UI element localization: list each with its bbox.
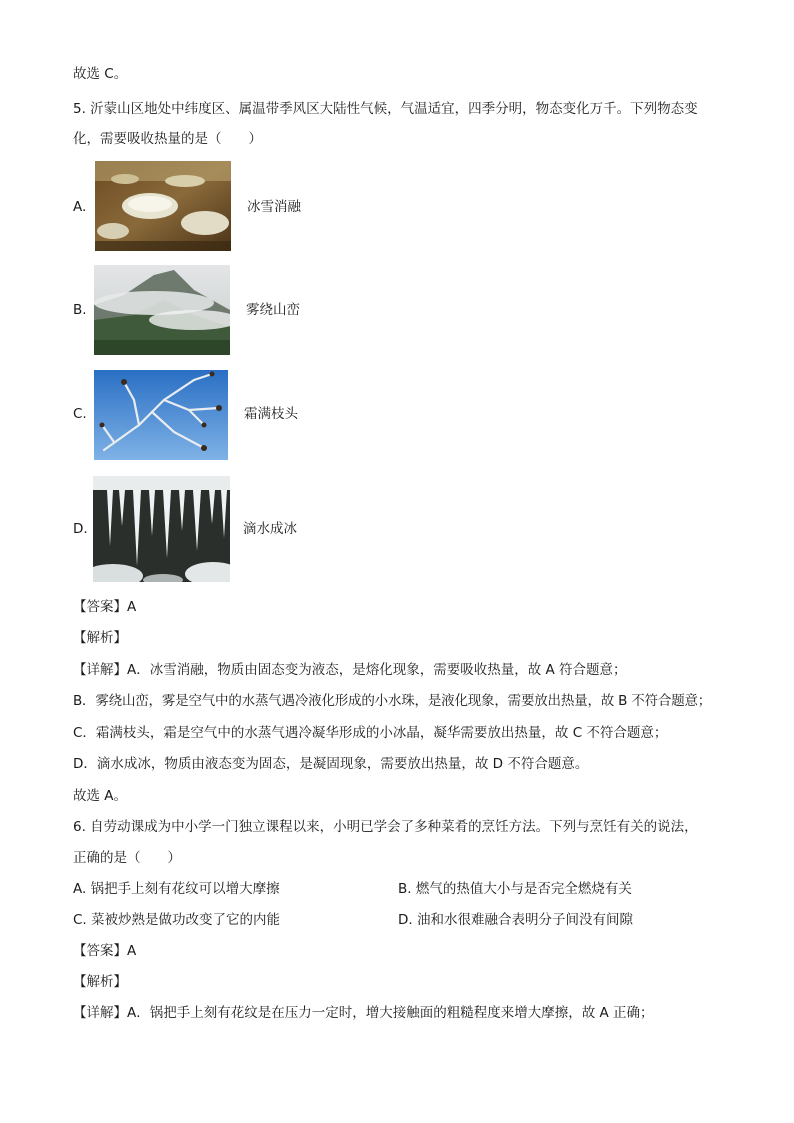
conclusion-prev: 故选 C。 [73,66,128,82]
q5-detail-a: 【详解】A．冰雪消融，物质由固态变为液态，是熔化现象，需要吸收热量，故 A 符合题意； [73,662,627,678]
question-5-stem-line2: 化，需要吸收热量的是（ ） [73,131,262,147]
q5-option-a-letter: A. [73,199,87,215]
q5-detail-b: B．雾绕山峦，雾是空气中的水蒸气遇冷液化形成的小水珠，是液化现象，需要放出热量，故 B 不符合题意； [73,693,712,709]
q5-option-d-letter: D. [73,521,88,537]
q5-option-c-label: 霜满枝头 [244,406,298,422]
q6-option-a: A. 锅把手上刻有花纹可以增大摩擦 [73,881,280,897]
q5-answer: 【答案】A [73,599,137,615]
q5-analysis-heading: 【解析】 [73,630,127,646]
question-6-stem-line1: 6. 自劳动课成为中小学一门独立课程以来，小明已学会了多种菜肴的烹饪方法。下列与烹饪有关的说法， [73,819,698,835]
frost-branch-photo [94,370,228,460]
q5-option-b-letter: B. [73,302,87,318]
q6-answer: 【答案】A [73,943,137,959]
q6-option-d: D. 油和水很难融合表明分子间没有间隙 [398,912,633,928]
q6-option-b: B. 燃气的热值大小与是否完全燃烧有关 [398,881,632,897]
q5-detail-d: D．滴水成冰，物质由液态变为固态，是凝固现象，需要放出热量，故 D 不符合题意。 [73,756,589,772]
fog-mountain-photo [94,265,230,355]
q5-detail-c: C．霜满枝头，霜是空气中的水蒸气遇冷凝华形成的小冰晶，凝华需要放出热量，故 C 不符合题意； [73,725,668,741]
question-5-stem-line1: 5. 沂蒙山区地处中纬度区、属温带季风区大陆性气候，气温适宜，四季分明，物态变化万千。下列物态变 [73,101,698,117]
q6-analysis-heading: 【解析】 [73,974,127,990]
q5-option-c-letter: C. [73,406,87,422]
q5-option-a-label: 冰雪消融 [247,199,301,215]
q6-option-c: C. 菜被炒熟是做功改变了它的内能 [73,912,281,928]
question-6-stem-line2: 正确的是（ ） [73,850,181,866]
q5-option-b-label: 雾绕山峦 [246,302,300,318]
q6-detail-a: 【详解】A．锅把手上刻有花纹是在压力一定时，增大接触面的粗糙程度来增大摩擦，故 A 正确； [73,1005,654,1021]
q5-option-d-label: 滴水成冰 [243,521,297,537]
ice-melting-photo [95,161,231,251]
q5-conclusion: 故选 A。 [73,788,128,804]
icicles-photo [93,476,230,582]
